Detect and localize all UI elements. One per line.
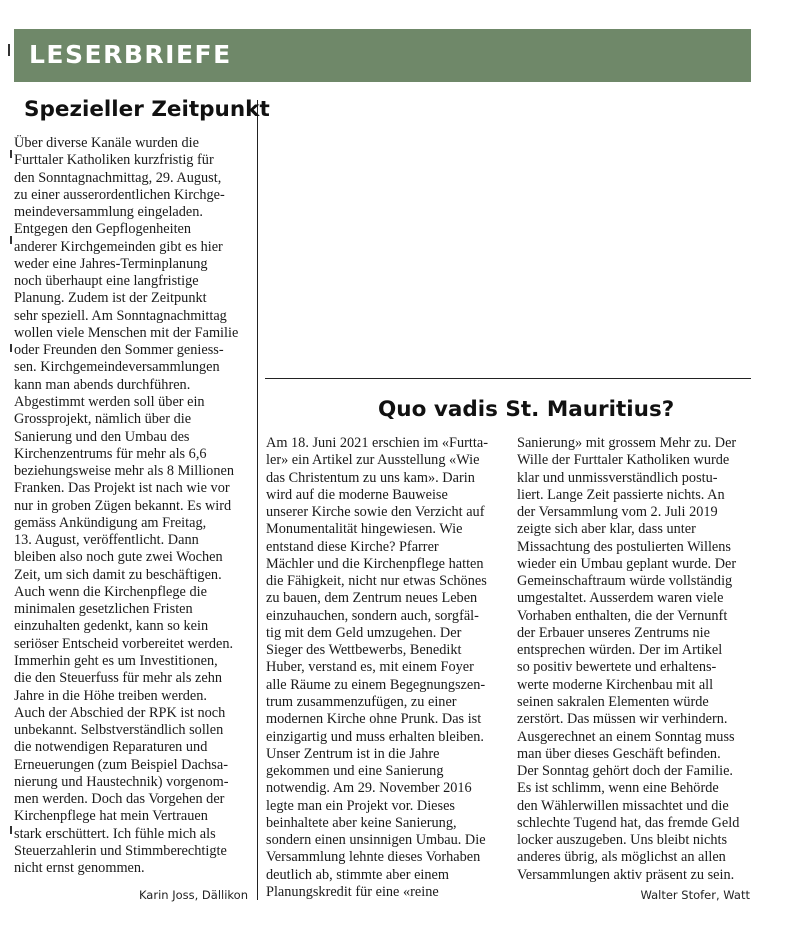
text-line: stark erschüttert. Ich fühle mich als xyxy=(14,825,216,842)
text-line: noch überhaupt eine langfristige xyxy=(14,273,199,290)
text-line: beziehungsweise mehr als 8 Millionen xyxy=(14,463,234,480)
text-line: wird auf die moderne Bauweise xyxy=(266,486,448,503)
text-line: der Versammlung vom 2. Juli 2019 xyxy=(517,504,718,521)
text-line: seriöser Entscheid vorbereitet werden. xyxy=(14,635,234,652)
text-line: locker auszugeben. Uns bleibt nichts xyxy=(517,832,728,849)
text-line: kann man abends durchführen. xyxy=(14,376,191,393)
text-line: die notwendigen Reparaturen und xyxy=(14,739,208,756)
text-line: umgestaltet. Ausserdem waren viele xyxy=(517,590,724,607)
text-line: der Erbauer unseres Zentrums nie xyxy=(517,624,710,641)
text-line: seinen sakralen Elementen würde xyxy=(517,693,709,710)
letter-divider xyxy=(265,378,751,379)
text-line: modernen Kirche ohne Prunk. Das ist xyxy=(266,711,482,728)
text-line: Monumentalität hingewiesen. Wie xyxy=(266,521,463,538)
text-line: Abgestimmt werden soll über ein xyxy=(14,393,205,410)
text-line: die Fähigkeit, nicht nur etwas Schönes xyxy=(266,573,487,590)
text-line: oder Freunden den Sommer geniess- xyxy=(14,342,224,359)
margin-mark xyxy=(10,344,12,352)
text-line: schlechte Tugend hat, das fremde Geld xyxy=(517,814,740,831)
text-line: ler» ein Artikel zur Ausstellung «Wie xyxy=(266,452,480,469)
text-line: nur in groben Zügen bekannt. Es wird xyxy=(14,497,232,514)
text-line: Kirchenpflege hat mein Vertrauen xyxy=(14,808,208,825)
letter-signature: Walter Stofer, Watt xyxy=(640,888,750,902)
text-line: Missachtung des postulierten Willens xyxy=(517,538,731,555)
text-line: Sieger des Wettbewerbs, Benedikt xyxy=(266,642,462,659)
text-line: Es ist schlimm, wenn eine Behörde xyxy=(517,780,719,797)
letter-headline: Spezieller Zeitpunkt xyxy=(24,97,270,122)
text-line: Wille der Furttaler Katholiken wurde xyxy=(517,452,730,469)
text-line: man über dieses Geschäft befinden. xyxy=(517,745,721,762)
text-line: Grossprojekt, nämlich über die xyxy=(14,411,192,428)
text-line: liert. Lange Zeit passierte nichts. An xyxy=(517,486,725,503)
text-line: so positiv bewertete und erhaltens- xyxy=(517,659,717,676)
text-line: zerstört. Das müssen wir verhindern. xyxy=(517,711,728,728)
text-line: sen. Kirchgemeindeversammlungen xyxy=(14,359,220,376)
text-line: anderer Kirchgemeinden gibt es hier xyxy=(14,238,223,255)
text-line: Über diverse Kanäle wurden die xyxy=(14,135,199,151)
text-line: Vorhaben enthalten, die der Vernunft xyxy=(517,607,728,624)
text-line: Mächler und die Kirchenpflege hatten xyxy=(266,555,484,572)
letter-headline: Quo vadis St. Mauritius? xyxy=(378,397,675,422)
text-line: 13. August, veröffentlicht. Dann xyxy=(14,532,199,549)
text-line: anderes übrig, als möglichst an allen xyxy=(517,849,726,866)
text-line: alle Räume zu einem Begegnungszen- xyxy=(266,676,486,693)
text-line: Erneuerungen (zum Beispiel Dachsa- xyxy=(14,756,228,773)
text-line: gemäss Ankündigung am Freitag, xyxy=(14,514,207,531)
margin-mark xyxy=(8,44,10,56)
text-line: Auch wenn die Kirchenpflege die xyxy=(14,583,207,600)
text-line: deutlich ab, stimmte aber einem xyxy=(266,866,450,883)
text-line: Planungskredit für eine «reine xyxy=(266,883,439,900)
text-line: zeigte sich aber klar, dass unter xyxy=(517,521,696,538)
text-line: Zeit, um sich damit zu beschäftigen. xyxy=(14,566,222,583)
text-line: unserer Kirche sowie den Verzicht auf xyxy=(266,504,485,521)
text-line: weder eine Jahres-Terminplanung xyxy=(14,255,208,272)
text-line: das Christentum zu uns kam». Darin xyxy=(266,469,475,486)
text-line: beinhaltete aber keine Sanierung, xyxy=(266,814,457,831)
text-line: trum zusammenzufügen, zu einer xyxy=(266,693,457,710)
text-line: bleiben also noch gute zwei Wochen xyxy=(14,549,223,566)
text-line: Steuerzahlerin und Stimmberechtigte xyxy=(14,842,227,859)
text-line: zu bauen, dem Zentrum neues Leben xyxy=(266,590,478,607)
text-line: Versammlungen aktiv präsent zu sein. xyxy=(517,866,735,883)
section-banner xyxy=(14,29,751,82)
letter-body-column xyxy=(517,435,751,884)
text-line: notwendig. Am 29. November 2016 xyxy=(266,780,472,797)
text-line: einzuhalten gedenkt, kann so kein xyxy=(14,618,209,635)
text-line: nicht ernst genommen. xyxy=(14,860,145,877)
letter-signature: Karin Joss, Dällikon xyxy=(138,888,248,902)
text-line: men werden. Doch das Vorgehen der xyxy=(14,791,225,808)
text-line: Auch der Abschied der RPK ist noch xyxy=(14,704,226,721)
text-line: den Wählerwillen missachtet und die xyxy=(517,797,729,814)
text-line: zu einer ausserordentlichen Kirchge- xyxy=(14,186,225,203)
text-line: nierung und Haustechnik) vorgenom- xyxy=(14,773,229,790)
text-line: klar und unmissverständlich postu- xyxy=(517,469,718,486)
text-line: tig mit dem Geld umzugehen. Der xyxy=(266,624,462,641)
text-line: Franken. Das Projekt ist nach wie vor xyxy=(14,480,230,497)
text-line: Furttaler Katholiken kurzfristig für xyxy=(14,152,214,169)
text-line: minimalen gesetzlichen Fristen xyxy=(14,601,193,618)
text-line: Ausgerechnet an einem Sonntag muss xyxy=(517,728,735,745)
text-line: die den Steuerfuss für mehr als zehn xyxy=(14,670,223,687)
text-line: Jahre in die Höhe treiben werden. xyxy=(14,687,207,704)
margin-mark xyxy=(10,236,12,244)
text-line: einzuhauchen, sondern auch, sorgfäl- xyxy=(266,607,479,624)
text-line: den Sonntagnachmittag, 29. August, xyxy=(14,169,222,186)
letter-body-column xyxy=(266,435,506,901)
text-line: gekommen und eine Sanierung xyxy=(266,763,444,780)
text-line: Kirchenzentrums für mehr als 6,6 xyxy=(14,445,207,462)
section-title: LESERBRIEFE xyxy=(29,40,232,69)
text-line: wollen viele Menschen mit der Familie xyxy=(14,324,239,341)
text-line: Planung. Zudem ist der Zeitpunkt xyxy=(14,290,207,307)
column-divider xyxy=(257,100,258,900)
text-line: sehr speziell. Am Sonntagnachmittag xyxy=(14,307,227,324)
text-line: Huber, verstand es, mit einem Foyer xyxy=(266,659,474,676)
text-line: Sanierung und den Umbau des xyxy=(14,428,190,445)
text-line: Unser Zentrum ist in die Jahre xyxy=(266,745,440,762)
text-line: werte moderne Kirchenbau mit all xyxy=(517,676,714,693)
text-line: Sanierung» mit grossem Mehr zu. Der xyxy=(517,435,737,451)
text-line: meindeversammlung eingeladen. xyxy=(14,204,203,221)
text-line: legte man ein Projekt vor. Dieses xyxy=(266,797,455,814)
text-line: Gemeinschaftraum würde vollständig xyxy=(517,573,733,590)
text-line: Am 18. Juni 2021 erschien im «Furtta- xyxy=(266,435,488,451)
text-line: Versammlung lehnte dieses Vorhaben xyxy=(266,849,481,866)
text-line: unbekannt. Selbstverständlich sollen xyxy=(14,722,224,739)
text-line: einzigartig und muss erhalten bleiben. xyxy=(266,728,484,745)
letter-body-column xyxy=(14,135,252,877)
margin-mark xyxy=(10,826,12,834)
text-line: wieder ein Umbau geplant wurde. Der xyxy=(517,555,737,572)
text-line: sondern einen unsinnigen Umbau. Die xyxy=(266,832,486,849)
text-line: Immerhin geht es um Investitionen, xyxy=(14,652,218,669)
text-line: entstand diese Kirche? Pfarrer xyxy=(266,538,439,555)
text-line: Der Sonntag gehört doch der Familie. xyxy=(517,763,733,780)
margin-mark xyxy=(10,150,12,158)
text-line: entsprechen würden. Der im Artikel xyxy=(517,642,723,659)
text-line: Entgegen den Gepflogenheiten xyxy=(14,221,192,238)
